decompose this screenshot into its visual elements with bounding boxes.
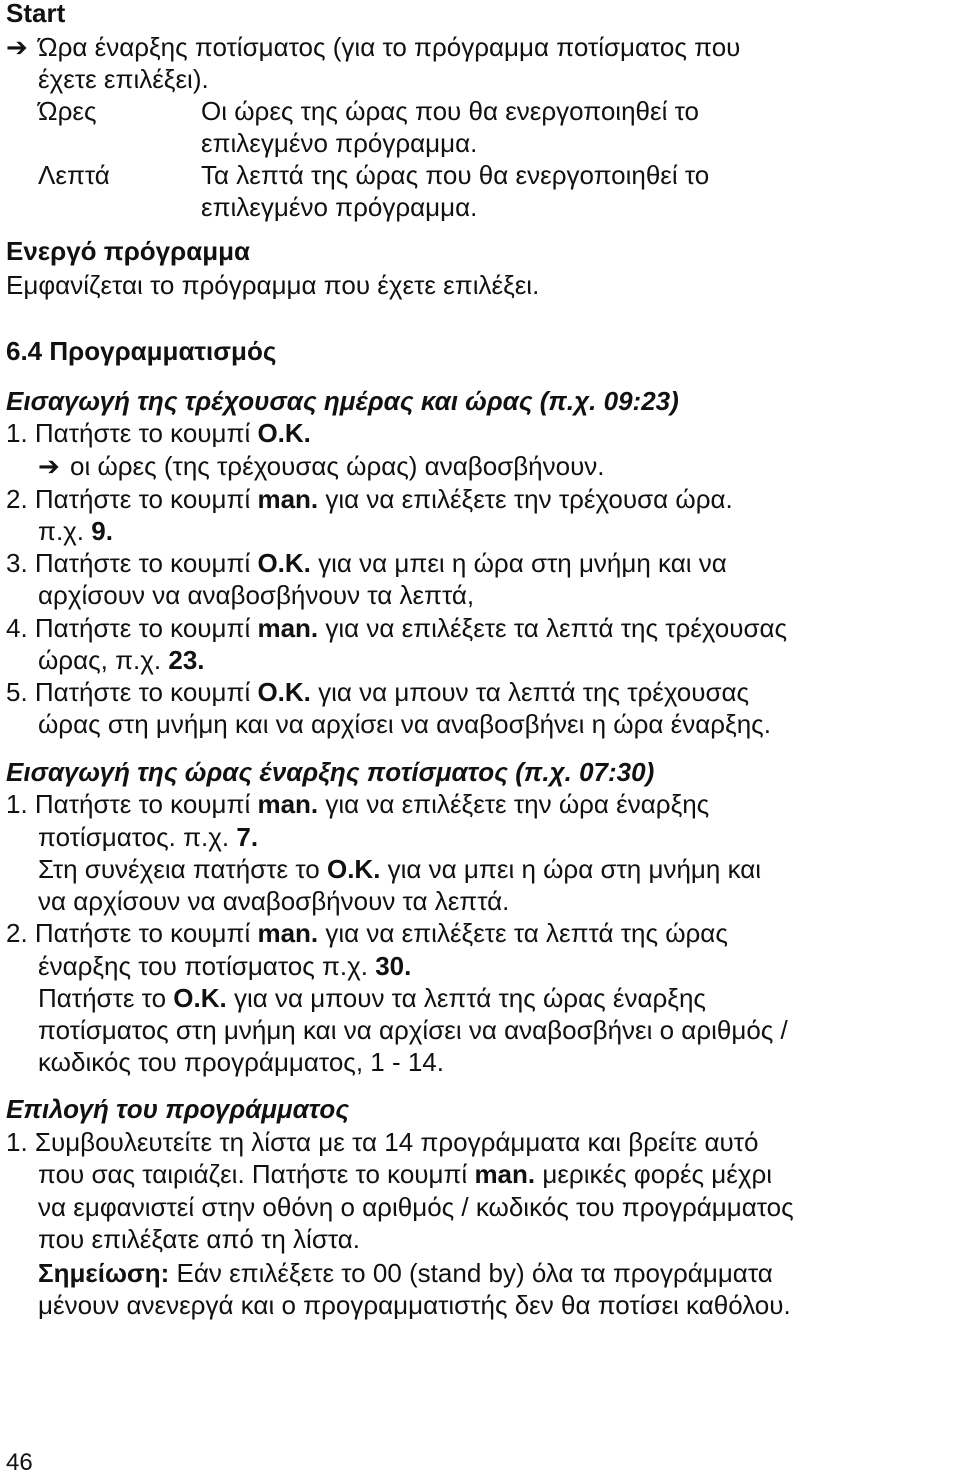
start-time-step-2-ok [38,983,706,1013]
note-line-2: μένουν ανενεργά και ο προγραμματιστής δεν θα ποτίσει καθόλου. [38,1290,791,1320]
note-label: Σημείωση: [38,1258,170,1288]
example-value: 30. [375,951,412,981]
step-text: που σας ταιριάζει. Πατήστε το κουμπί [38,1159,475,1189]
program-select-step-1: 1. Συμβουλευτείτε τη λίστα με τα 14 προγράμματα και βρείτε αυτό [6,1127,759,1157]
current-time-step-2-example [38,516,113,546]
step-text: για να μπουν τα λεπτά της ώρας έναρξης [226,983,706,1013]
current-time-step-3-cont: αρχίσουν να αναβοσβήνουν τα λεπτά, [38,580,475,610]
current-time-step-1 [6,418,311,448]
step-text: 4. Πατήστε το κουμπί [6,613,258,643]
ok-button-label: O.K. [257,418,311,448]
hours-description-1: Οι ώρες της ώρας που θα ενεργοποιηθεί το [201,96,699,126]
arrow-right-icon: ➔ [6,32,28,62]
ok-button-label: O.K. [257,548,311,578]
start-time-heading: Εισαγωγή της ώρας έναρξης ποτίσματος (π.χ. 07:30) [6,757,655,787]
step-text: έναρξης του ποτίσματος π.χ. [38,951,376,981]
start-time-step-2-cont-2: κωδικός του προγράμματος, 1 - 14. [38,1047,444,1077]
step-text: Στη συνέχεια πατήστε το [38,854,327,884]
start-time-step-2-cont-1: ποτίσματος στη μνήμη και να αρχίσει να αναβοσβήνει ο αριθμός / [38,1015,788,1045]
man-button-label: man. [257,613,319,643]
man-button-label: man. [257,789,319,819]
start-intro-line-2: έχετε επιλέξει). [38,64,209,94]
start-intro-line-1 [6,32,740,62]
current-time-step-5-cont: ώρας στη μνήμη και να αρχίσει να αναβοσβήνει η ώρα έναρξης. [38,709,771,739]
note-text: Εάν επιλέξετε το 00 (stand by) όλα τα προγράμματα [169,1258,773,1288]
step-text: 2. Πατήστε το κουμπί [6,484,258,514]
step-text: για να μπει η ώρα στη μνήμη και να [310,548,727,578]
start-time-step-2-example [38,951,411,981]
program-select-step-1-line-3: να εμφανιστεί στην οθόνη ο αριθμός / κωδικός του προγράμματος [38,1192,794,1222]
start-intro-text-1: Ώρα έναρξης ποτίσματος (για το πρόγραμμα ποτίσματος που [38,32,741,62]
step-text: ποτίσματος. π.χ. [38,822,237,852]
minutes-description-1: Τα λεπτά της ώρας που θα ενεργοποιηθεί το [201,160,710,190]
program-select-step-1-line-2 [38,1159,772,1189]
example-value: 7. [236,822,259,852]
current-time-step-1-result [38,451,605,481]
start-time-step-1 [6,789,709,819]
ok-button-label: O.K. [257,677,311,707]
minutes-description-2: επιλεγμένο πρόγραμμα. [201,192,478,222]
step-text: μερικές φορές μέχρι [535,1159,773,1189]
man-button-label: man. [257,484,319,514]
page-number: 46 [6,1449,33,1476]
current-time-step-2 [6,484,733,514]
example-value: 9. [91,516,113,546]
step-text: για να μπει η ώρα στη μνήμη και [380,854,762,884]
step-text: 2. Πατήστε το κουμπί [6,918,258,948]
program-select-heading: Επιλογή του προγράμματος [6,1094,350,1124]
man-button-label: man. [474,1159,536,1189]
step-text: για να επιλέξετε την ώρα έναρξης [318,789,710,819]
step-text: οι ώρες (της τρέχουσας ώρας) αναβοσβήνουν. [70,451,605,481]
start-heading: Start [6,0,66,28]
hours-term: Ώρες [38,96,97,126]
step-text: 3. Πατήστε το κουμπί [6,548,258,578]
current-time-step-4 [6,613,787,643]
note-line-1 [38,1258,773,1288]
section-6-4-heading: 6.4 Προγραμματισμός [6,336,277,366]
start-time-step-1-example [38,822,258,852]
example-value: 23. [168,645,205,675]
step-text: για να επιλέξετε τα λεπτά της ώρας [318,918,728,948]
start-time-step-2 [6,918,728,948]
minutes-term: Λεπτά [38,160,110,190]
start-time-step-1-ok [38,854,761,884]
step-text: για να επιλέξετε τα λεπτά της τρέχουσας [318,613,788,643]
step-text: ώρας, π.χ. [38,645,169,675]
current-time-step-3 [6,548,727,578]
start-time-step-1-cont: να αρχίσουν να αναβοσβήνουν τα λεπτά. [38,886,510,916]
step-text: π.χ. [38,516,92,546]
step-text: 1. Πατήστε το κουμπί [6,789,258,819]
step-text: για να επιλέξετε την τρέχουσα ώρα. [318,484,733,514]
active-program-heading: Ενεργό πρόγραμμα [6,236,250,266]
ok-button-label: O.K. [326,854,381,884]
current-time-step-4-example [38,645,205,675]
active-program-text: Εμφανίζεται το πρόγραμμα που έχετε επιλέξει. [6,270,540,300]
ok-button-label: O.K. [173,983,227,1013]
man-button-label: man. [257,918,319,948]
current-time-step-5 [6,677,749,707]
program-select-step-1-line-4: που επιλέξατε από τη λίστα. [38,1224,361,1254]
hours-description-2: επιλεγμένο πρόγραμμα. [201,128,478,158]
step-text: 5. Πατήστε το κουμπί [6,677,258,707]
step-text: 1. Πατήστε το κουμπί [6,418,258,448]
step-text: Πατήστε το [38,983,174,1013]
step-text: για να μπουν τα λεπτά της τρέχουσας [310,677,750,707]
arrow-right-icon: ➔ [38,451,60,481]
current-time-heading: Εισαγωγή της τρέχουσας ημέρας και ώρας (π.χ. 09:23) [6,386,679,416]
